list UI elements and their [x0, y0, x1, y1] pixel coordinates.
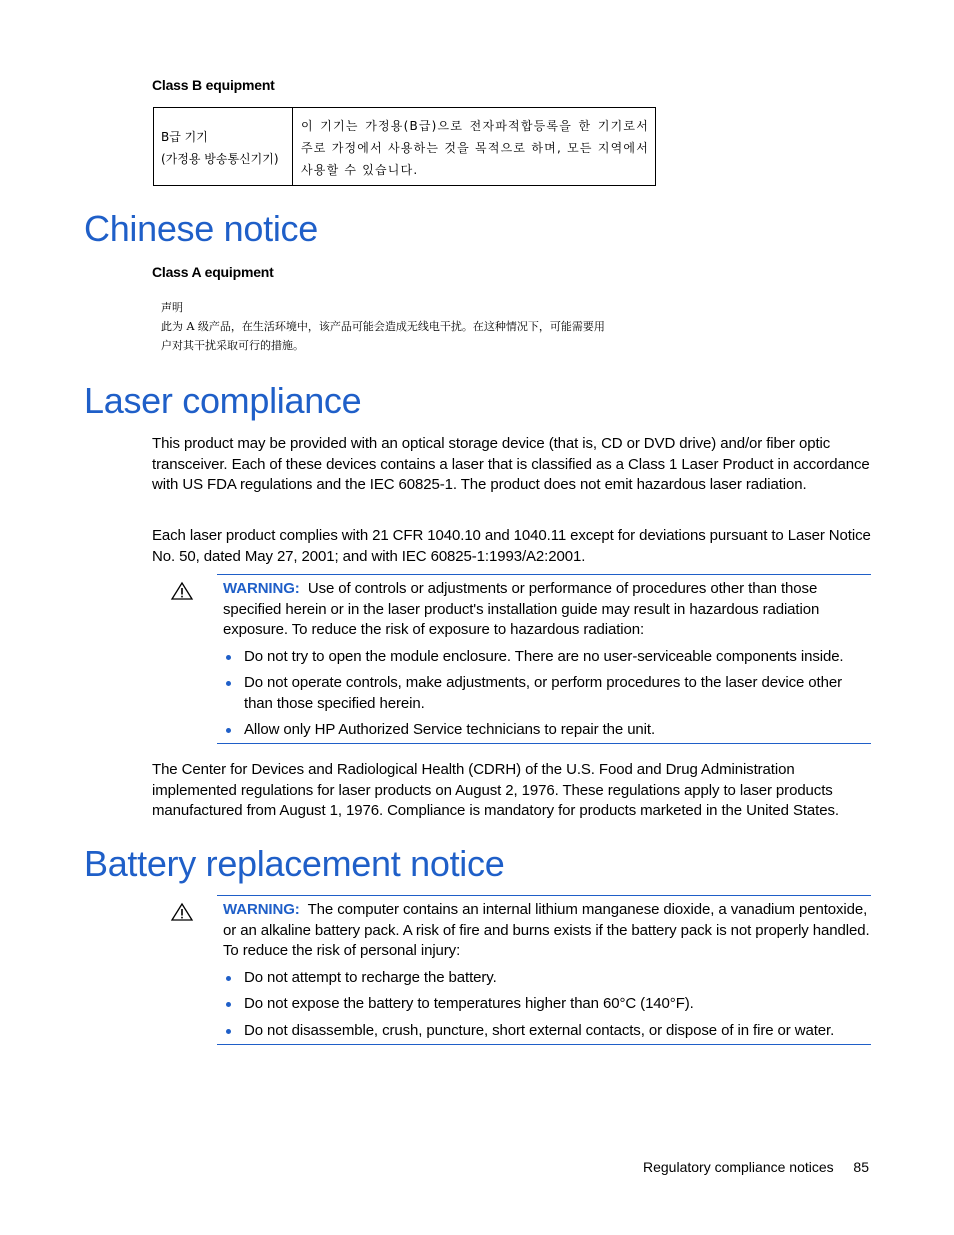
korean-class-sublabel: (가정용 방송통신기기): [161, 152, 279, 166]
list-item: Do not attempt to recharge the battery.: [217, 968, 871, 989]
warning-label: WARNING:: [223, 901, 300, 918]
chinese-notice-heading: Chinese notice: [84, 208, 318, 249]
bullet-icon: [226, 1002, 231, 1007]
korean-notice-table: [153, 107, 656, 186]
page-footer: [643, 1159, 869, 1175]
laser-paragraph-1: This product may be provided with an optical storage device (that is, CD or DVD drive) and/or fiber optic transceiver. Each of these devices contains a laser that is classified as a Class 1 Laser Product in accordance with US FDA regulations and the IEC 60825-1. The product does not emit hazardous laser radiation.: [152, 435, 870, 493]
korean-notice-text: 이 기기는 가정용(B급)으로 전자파적합등록을 한 기기로서 주로 가정에서 사용하는 것을 목적으로 하며, 모든 지역에서 사용할 수 있습니다.: [301, 119, 649, 177]
korean-table-left-cell: [154, 108, 293, 186]
chinese-notice-line: 此为 A 级产品，在生活环境中，该产品可能会造成无线电干扰。在这种情况下，可能需要用: [161, 320, 605, 333]
list-item: Do not operate controls, make adjustments, or perform procedures to the laser device other than those specified herein.: [217, 673, 871, 714]
class-b-subheading: Class B equipment: [152, 77, 275, 93]
warning-triangle-icon: [170, 902, 194, 927]
laser-warning-list: [217, 647, 871, 741]
class-a-subheading: Class A equipment: [152, 264, 274, 280]
footer-section-name: Regulatory compliance notices: [642, 1159, 834, 1175]
bullet-icon: [226, 1029, 231, 1034]
korean-table-right-cell: [293, 108, 656, 186]
chinese-notice-block: [161, 298, 605, 355]
list-item: Do not disassemble, crush, puncture, short external contacts, or dispose of in fire or water.: [217, 1021, 871, 1042]
chinese-notice-title: 声明: [161, 301, 183, 314]
laser-paragraph-2: Each laser product complies with 21 CFR 1040.10 and 1040.11 except for deviations pursuant to Laser Notice No. 50, dated May 27, 2001; and with IEC 60825-1:1993/A2:2001.: [152, 527, 871, 565]
battery-notice-heading: Battery replacement notice: [84, 843, 505, 884]
page-number: 85: [853, 1159, 869, 1175]
bullet-icon: [226, 655, 231, 660]
bullet-icon: [226, 728, 231, 733]
chinese-notice-line: 户对其干扰采取可行的措施。: [161, 339, 304, 352]
korean-class-label: B급 기기: [161, 130, 208, 144]
warning-text: Use of controls or adjustments or performance of procedures other than those specified herein or in the laser product's installation guide may result in hazardous radiation exposure. To reduce the risk of exposure to hazardous radiation:: [223, 580, 820, 638]
bullet-icon: [226, 976, 231, 981]
list-item: Allow only HP Authorized Service technicians to repair the unit.: [217, 720, 871, 741]
laser-compliance-heading: Laser compliance: [84, 380, 362, 421]
battery-warning-list: [217, 968, 871, 1042]
laser-paragraph-3: The Center for Devices and Radiological Health (CDRH) of the U.S. Food and Drug Administration implemented regulations for laser products on August 2, 1976. These regulations apply to laser products manufactured from August 1, 1976. Compliance is mandatory for products marketed in the United States.: [152, 761, 839, 819]
warning-text: The computer contains an internal lithium manganese dioxide, a vanadium pentoxide, or an alkaline battery pack. A risk of fire and burns exists if the battery pack is not properly handled. To reduce the risk of personal injury:: [223, 901, 870, 959]
warning-label: WARNING:: [223, 580, 300, 597]
laser-warning-box: [217, 574, 871, 744]
bullet-icon: [226, 681, 231, 686]
list-item: Do not try to open the module enclosure. There are no user-serviceable components inside.: [217, 647, 871, 668]
battery-warning-box: [217, 895, 871, 1045]
warning-triangle-icon: [170, 581, 194, 606]
list-item: Do not expose the battery to temperatures higher than 60°C (140°F).: [217, 994, 871, 1015]
